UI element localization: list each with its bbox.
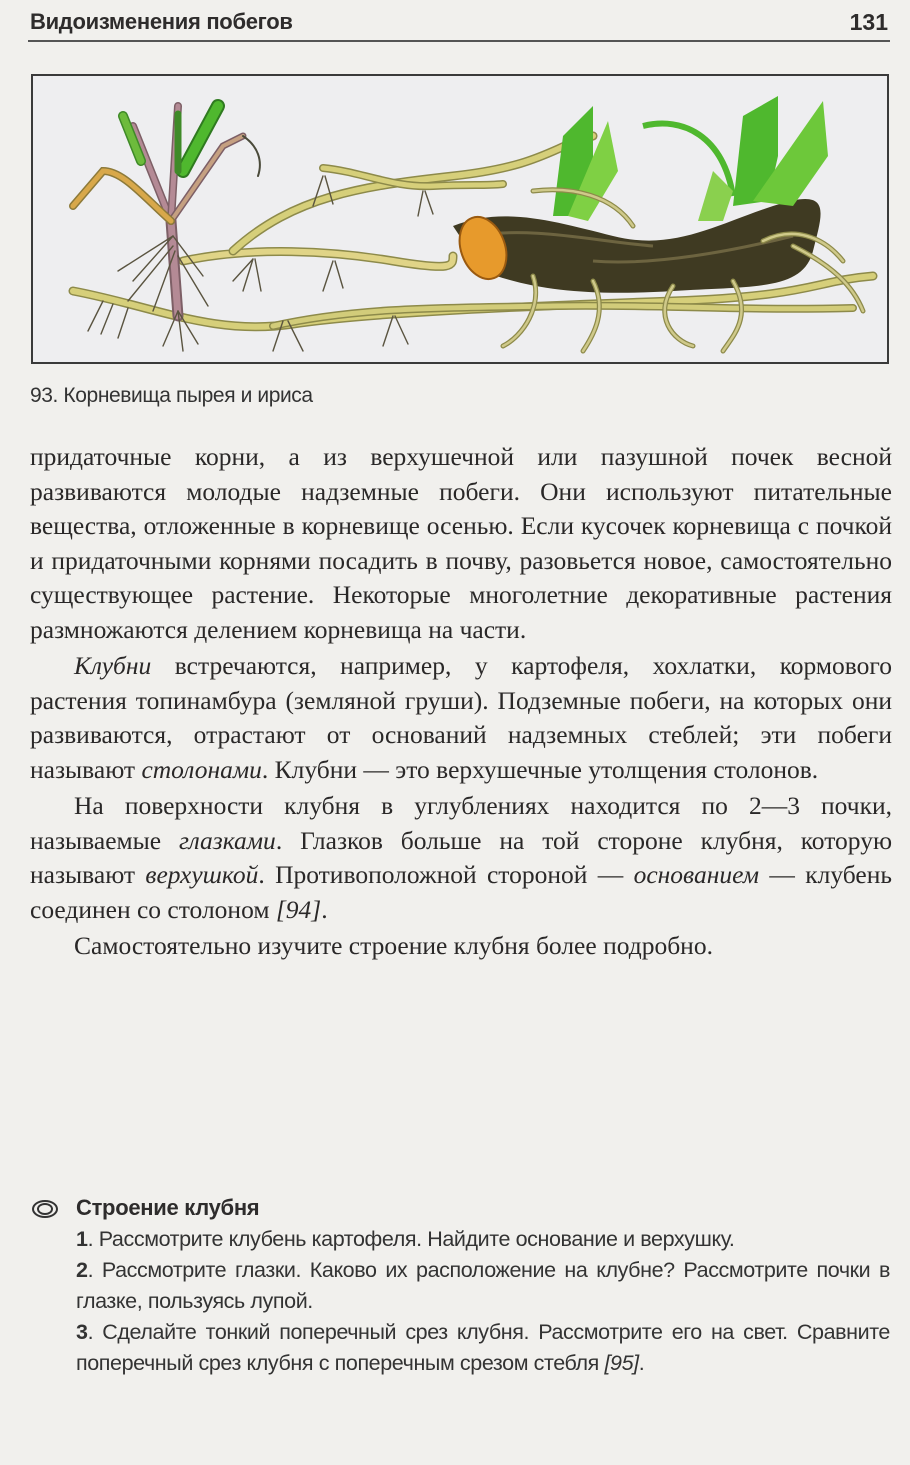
paragraph-tubers: Клубни встречаются, например, у картофеля, хохлатки, кормового растения топинамбура (земляной груши). Подземные побеги, на которых они развиваются, отрастают от оснований надземных стеблей; эти побеги называют столонами. Клубни — это верхушечные утолщения столонов. [30,651,892,784]
running-header [28,6,890,42]
figure-rhizomes [31,74,889,364]
term-top: верхушкой [145,860,259,889]
lab-title: Строение клубня [76,1195,260,1220]
lab-work-section [30,1192,890,1379]
paragraph-rhizome: придаточные корни, а из верхушечной или пазушной почек весной развиваются молодые надземные побеги. Они используют питательные вещества, отложенные в корневище осенью. Если кусочек корневища с почкой и придаточными корнями посадить в почву, разовьется новое, самостоятельно существующее растение. Некоторые многолетние декоративные растения размножаются делением корневища на части. [30,442,892,644]
figure-ref: [94] [275,894,322,924]
lab-step: 2. Рассмотрите глазки. Каково их расположение на клубне? Рассмотрите почки в глазке, пользуясь лупой. [76,1258,890,1313]
term-tubers: Клубни [74,651,152,680]
section-title: Видоизменения побегов [30,9,293,34]
rhizome-illustration [33,76,889,364]
figure-caption: 93. Корневища пырея и ириса [30,384,313,407]
term-eyes: глазками [179,825,276,855]
eye-observation-icon [30,1198,60,1218]
main-text [30,440,892,964]
figure-ref: [95] [604,1351,639,1375]
lab-heading [30,1192,890,1224]
lab-step: 3. Сделайте тонкий поперечный срез клубня. Рассмотрите его на свет. Сравните поперечный срез клубня с поперечным срезом стебля [95]. [76,1320,890,1375]
term-stolons: столонами [141,754,262,784]
page-number: 131 [849,9,888,35]
iris-rhizome [451,96,863,351]
lab-steps [30,1224,890,1379]
lab-step: 1. Рассмотрите клубень картофеля. Найдите основание и верхушку. [76,1227,735,1251]
term-base: основанием [633,860,760,889]
paragraph-self-study: Самостоятельно изучите строение клубня более подробно. [74,931,713,960]
paragraph-eyes: На поверхности клубня в углублениях находится по 2—3 почки, называемые глазками. Глазков больше на той стороне клубня, которую называют верхушкой. Противоположной стороной — основанием — клубень соединен со столоном [94]. [30,791,892,924]
